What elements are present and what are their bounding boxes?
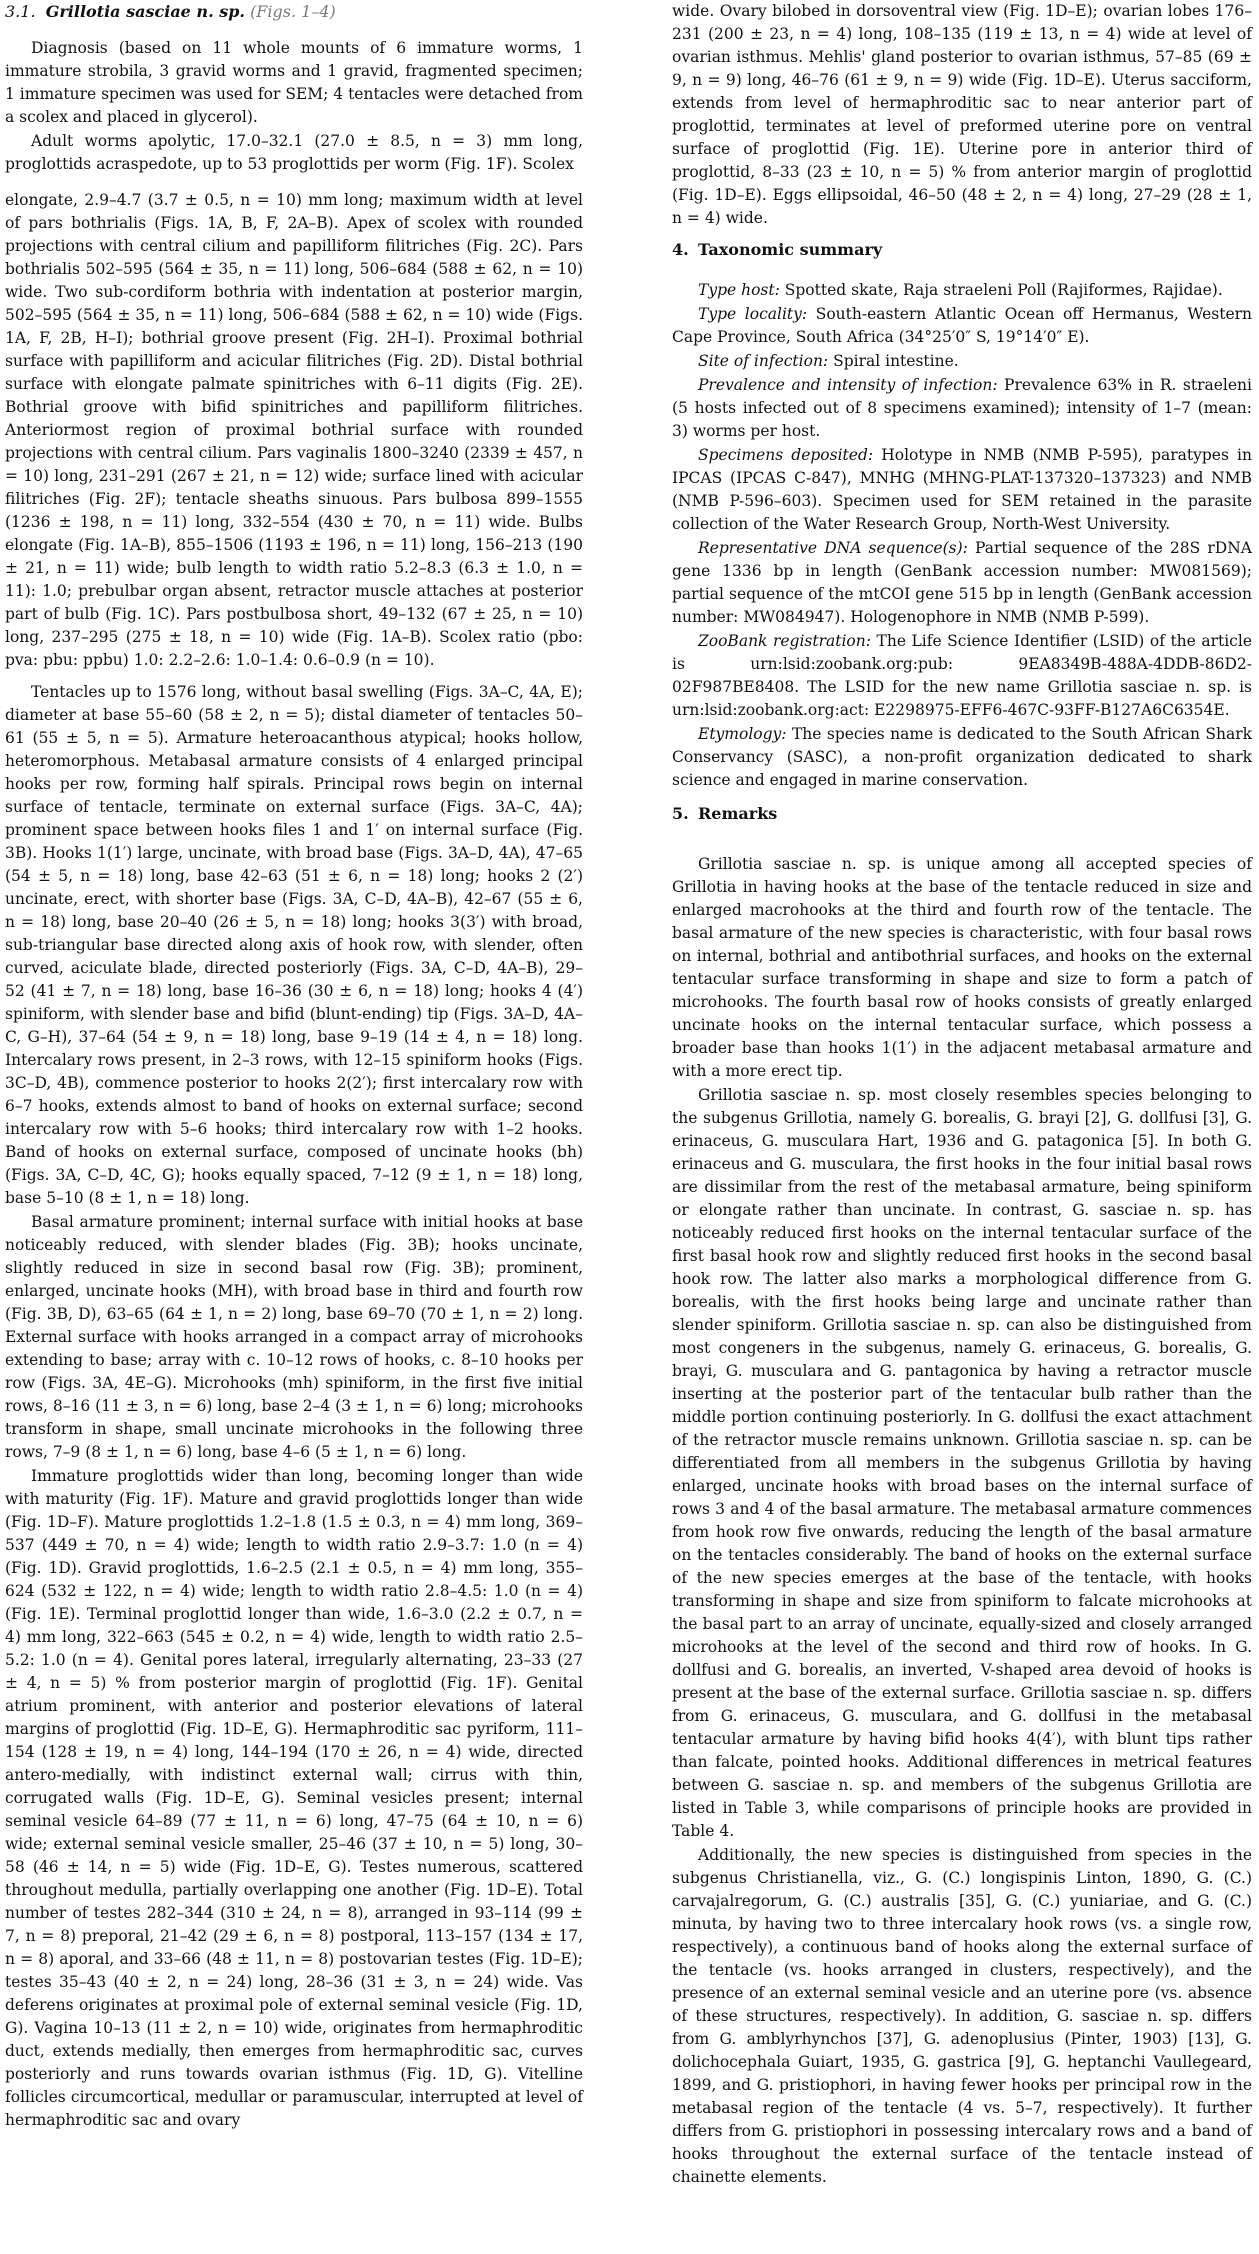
section-title: Taxonomic summary bbox=[698, 240, 883, 259]
field-value: Spiral intestine. bbox=[828, 352, 959, 370]
proglottids-paragraph: Immature proglottids wider than long, becoming longer than wide with maturity (Fig. 1F). Mature and gravid proglottids longer than wide (Fig. 1D–F). Mature proglottids 1.2–1.8 (1.5 ± 0.3, n = 4) mm long, 369–537 (449 ± 70, n = 4) wide; length to width ratio 2.9–3.7: 1.0 (n = 4) (Fig. 1D). Gravid proglottids, 1.6–2.5 (2.1 ± 0.5, n = 4) mm long, 355–624 (532 ± 122, n = 4) wide; length to width ratio 2.8–4.5: 1.0 (n = 4) (Fig. 1E). Terminal proglottid longer than wide, 1.6–3.0 (2.2 ± 0.7, n = 4) mm long, 322–663 (545 ± 0.2, n = 4) wide, length to width ratio 2.5–5.2: 1.0 (n = 4). Genital pores lateral, irregularly alternating, 23–33 (27 ± 4, n = 5) % from posterior margin of proglottid (Fig. 1F). Genital atrium prominent, with anterior and posterior elevations of lateral margins of proglottid (Fig. 1D–E, G). Hermaphroditic sac pyriform, 111–154 (128 ± 19, n = 4) long, 144–194 (170 ± 26, n = 4) wide, directed antero-medially, with indistinct external wall; cirrus with thin, corrugated walls (Fig. 1D–E, G). Seminal vesicles present; internal seminal vesicle 64–89 (77 ± 11, n = 6) long, 47–75 (64 ± 10, n = 6) wide; external seminal vesicle smaller, 25–46 (37 ± 10, n = 5) long, 30–58 (46 ± 14, n = 5) wide (Fig. 1D–E, G). Testes numerous, scattered throughout medulla, partially overlapping one another (Fig. 1D–E). Total number of testes 282–344 (310 ± 24, n = 8), arranged in 93–114 (99 ± 7, n = 8) preporal, 21–42 (29 ± 6, n = 8) postporal, 113–157 (134 ± 17, n = 8) aporal, and 33–66 (48 ± 11, n = 8) postovarian testes (Fig. 1D–E); testes 35–43 (40 ± 2, n = 24) long, 28–36 (31 ± 3, n = 24) wide. Vas deferens originates at proximal pole of external seminal vesicle (Fig. 1D, G). Vagina 10–13 (11 ± 2, n = 10) wide, originates from hermaphroditic duct, extends medially, then emerges from hermaphroditic sac, curves posteriorly and runs towards ovarian isthmus (Fig. 1D, G). Vitelline follicles circumcortical, medullar or paramuscular, interrupted at level of hermaphroditic sac and ovary bbox=[5, 1467, 583, 2129]
field-label: Etymology: bbox=[698, 725, 787, 743]
dna-sequences bbox=[672, 537, 1252, 629]
field-label: Prevalence and intensity of infection: bbox=[698, 376, 998, 394]
field-label: Type locality: bbox=[698, 305, 808, 323]
basal-armature-paragraph: Basal armature prominent; internal surface with initial hooks at base noticeably reduced, with slender blades (Fig. 3B); hooks uncinate, slightly reduced in size in second basal row (Fig. 3B); prominent, enlarged, uncinate hooks (MH), with broad base in third and fourth row (Fig. 3B, D), 63–65 (64 ± 1, n = 2) long, base 69–70 (70 ± 1, n = 2) long. External surface with hooks arranged in a compact array of microhooks extending to base; array with c. 10–12 rows of hooks, c. 8–10 hooks per row (Figs. 3A, 4E–G). Microhooks (mh) spiniform, in the first five initial rows, 8–16 (11 ± 3, n = 6) long, base 2–4 (3 ± 1, n = 6) long; microhooks transform in shape, small uncinate microhooks in the following three rows, 7–9 (8 ± 1, n = 6) long, base 4–6 (5 ± 1, n = 6) long. bbox=[5, 1213, 583, 1461]
field-label: Site of infection: bbox=[698, 352, 829, 370]
field-value: Spotted skate, Raja straeleni Poll (Rajiformes, Rajidae). bbox=[779, 281, 1223, 299]
field-label: ZooBank registration: bbox=[698, 632, 871, 650]
field-label: Representative DNA sequence(s): bbox=[698, 539, 968, 557]
section-heading-remarks bbox=[672, 802, 1252, 825]
etymology bbox=[672, 723, 1252, 792]
site-of-infection bbox=[672, 350, 1252, 373]
adult-worms-paragraph: Adult worms apolytic, 17.0–32.1 (27.0 ± 8.5, n = 3) mm long, proglottids acraspedote, up to 53 proglottids per worm (Fig. 1F). Scolex bbox=[5, 132, 583, 173]
section-heading-taxonomic-summary bbox=[672, 238, 1252, 261]
field-value: South-eastern Atlantic Ocean off Hermanus, Western Cape Province, South Africa (34°25′0″ S, 19°14′0″ E). bbox=[672, 305, 1253, 346]
section-number: 4. bbox=[672, 240, 689, 259]
remarks-paragraph-1: Grillotia sasciae n. sp. is unique among all accepted species of Grillotia in having hooks at the base of the tentacle reduced in size and enlarged macrohooks at the third and fourth row of the tentacle. The basal armature of the new species is characteristic, with four basal rows on internal, bothrial and antibothrial surfaces, and hooks on the external tentacular surface transforming in shape and size to form a patch of microhooks. The fourth basal row of hooks consists of greatly enlarged uncinate hooks on the internal tentacular surface, which possess a broader base than hooks 1(1′) in the adjacent metabasal armature and with a more erect tip. bbox=[672, 855, 1252, 1080]
right-column bbox=[672, 0, 1252, 2190]
type-host bbox=[672, 279, 1252, 302]
field-label: Type host: bbox=[698, 281, 780, 299]
subsection-number: 3.1. bbox=[5, 2, 36, 21]
scolex-paragraph: elongate, 2.9–4.7 (3.7 ± 0.5, n = 10) mm long; maximum width at level of pars bothrialis (Figs. 1A, B, F, 2A–B). Apex of scolex with rounded projections with central cilium and papilliform filitriches (Fig. 2C). Pars bothrialis 502–595 (564 ± 35, n = 11) long, 506–684 (588 ± 62, n = 10) wide. Two sub-cordiform bothria with indentation at posterior margin, 502–595 (564 ± 35, n = 11) long, 506–684 (588 ± 62, n = 10) wide (Figs. 1A, F, 2B, H–I); bothrial groove present (Fig. 2H–I). Proximal bothrial surface with papilliform and acicular filitriches (Fig. 2D). Distal bothrial surface with elongate palmate spinitriches with 6–11 digits (Fig. 2E). Bothrial groove with bifid spinitriches and papilliform filitriches. Anteriormost region of proximal bothrial surface with rounded projections with central cilium. Pars vaginalis 1800–3240 (2339 ± 457, n = 10) long, 231–291 (267 ± 21, n = 12) wide; surface lined with acicular filitriches (Fig. 2F); tentacle sheaths sinuous. Pars bulbosa 899–1555 (1236 ± 198, n = 11) long, 332–554 (430 ± 70, n = 11) wide. Bulbs elongate (Fig. 1A–B), 855–1506 (1193 ± 196, n = 11) long, 156–213 (190 ± 21, n = 11) wide; bulb length to width ratio 5.2–8.3 (6.3 ± 1.0, n = 11): 1.0; prebulbar organ absent, retractor muscle attaches at posterior part of bulb (Fig. 1C). Pars postbulbosa short, 49–132 (67 ± 25, n = 10) long, 237–295 (275 ± 18, n = 10) wide (Fig. 1A–B). Scolex ratio (pbo: pva: pbu: ppbu) 1.0: 2.2–2.6: 1.0–1.4: 0.6–0.9 (n = 10). bbox=[5, 191, 583, 669]
ovary-paragraph: wide. Ovary bilobed in dorsoventral view (Fig. 1D–E); ovarian lobes 176–231 (200 ± 23, n = 4) long, 108–135 (119 ± 13, n = 4) wide at level of ovarian isthmus. Mehlis' gland posterior to ovarian isthmus, 57–85 (69 ± 9, n = 9) long, 46–76 (61 ± 9, n = 9) wide (Fig. 1D–E). Uterus sacciform, extends from level of hermaphroditic sac to near anterior part of proglottid, terminates at level of preformed uterine pore on ventral surface of proglottid (Fig. 1E). Uterine pore in anterior third of proglottid, 8–33 (23 ± 10, n = 5) % from anterior margin of proglottid (Fig. 1D–E). Eggs ellipsoidal, 46–50 (48 ± 2, n = 4) long, 27–29 (28 ± 1, n = 4) wide. bbox=[672, 2, 1252, 227]
type-locality bbox=[672, 303, 1252, 349]
subsection-title: Grillotia sasciae n. sp. bbox=[45, 2, 245, 21]
section-title: Remarks bbox=[698, 804, 778, 823]
tentacles-paragraph: Tentacles up to 1576 long, without basal swelling (Figs. 3A–C, 4A, E); diameter at base 55–60 (58 ± 2, n = 5); distal diameter of tentacles 50–61 (55 ± 5, n = 5). Armature heteroacanthous atypical; hooks hollow, heteromorphous. Metabasal armature consists of 4 enlarged principal hooks per row, forming half spirals. Principal rows begin on internal surface of tentacle, terminate on external surface (Figs. 3A–C, 4A); prominent space between hooks files 1 and 1′ on internal surface (Fig. 3B). Hooks 1(1′) large, uncinate, with broad base (Figs. 3A–D, 4A), 47–65 (54 ± 5, n = 18) long, base 42–63 (51 ± 6, n = 18) long; hooks 2 (2′) uncinate, erect, with shorter base (Figs. 3A, C–D, 4A–B), 42–67 (55 ± 6, n = 18) long, base 20–40 (26 ± 5, n = 18) long; hooks 3(3′) with broad, sub-triangular base directed along axis of hook row, with slender, often curved, aciculate blade, directed posteriorly (Figs. 3A, C–D, 4A–B), 29–52 (41 ± 7, n = 18) long, base 16–36 (30 ± 6, n = 18) long; hooks 4 (4′) spiniform, with slender base and bifid (blunt-ending) tip (Figs. 3A–D, 4A–C, G–H), 37–64 (54 ± 9, n = 18) long, base 9–19 (14 ± 4, n = 18) long. Intercalary rows present, in 2–3 rows, with 12–15 spiniform hooks (Figs. 3C–D, 4B), commence posterior to hooks 2(2′); first intercalary row with 6–7 hooks, extends almost to band of hooks on external surface; second intercalary row with 5–6 hooks; third intercalary row with 1–2 hooks. Band of hooks on external surface, composed of uncinate hooks (bh) (Figs. 3A, C–D, 4C, G); hooks equally spaced, 7–12 (9 ± 1, n = 18) long, base 5–10 (8 ± 1, n = 18) long. bbox=[5, 683, 583, 1207]
subsection-heading bbox=[5, 0, 583, 23]
diagnosis-paragraph: Diagnosis (based on 11 whole mounts of 6 immature worms, 1 immature strobila, 3 gravid worms and 1 gravid, fragmented specimen; 1 immature specimen was used for SEM; 4 tentacles were detached from a scolex and placed in glycerol). bbox=[5, 39, 583, 126]
left-column bbox=[5, 0, 583, 2133]
specimens-deposited bbox=[672, 444, 1252, 536]
remarks-paragraph-2: Grillotia sasciae n. sp. most closely resembles species belonging to the subgenus Grillotia, namely G. borealis, G. brayi [2], G. dollfusi [3], G. erinaceus, G. musculara Hart, 1936 and G. patagonica [5]. In both G. erinaceus and G. musculara, the first hooks in the four initial basal rows are dissimilar from the rest of the metabasal armature, being spiniform or elongate rather than uncinate. In contrast, G. sasciae n. sp. has noticeably reduced first hooks on the internal tentacular surface of the first basal hook row and slightly reduced first hooks in the second basal hook row. The latter also marks a morphological difference from G. borealis, with the first hooks being large and uncinate rather than slender spiniform. Grillotia sasciae n. sp. can also be distinguished from most congeners in the subgenus, namely G. erinaceus, G. borealis, G. brayi, G. musculara and G. pantagonica by having a retractor muscle inserting at the posterior part of the tentacular bulb rather than the middle portion continuing posteriorly. In G. dollfusi the exact attachment of the retractor muscle remains unknown. Grillotia sasciae n. sp. can be differentiated from all members in the subgenus Grillotia by having enlarged, uncinate hooks with broad bases on the internal surface of rows 3 and 4 of the basal armature. The metabasal armature commences from hook row five onwards, reducing the length of the basal armature on the tentacles considerably. The band of hooks on the external surface of the new species emerges at the base of the tentacle, with hooks transforming in shape and size from spiniform to falcate microhooks at the basal part to an array of uncinate, equally-sized and closely arranged microhooks at the level of the second and third row of hooks. In G. dollfusi and G. borealis, an inverted, V-shaped area devoid of hooks is present at the base of the external surface. Grillotia sasciae n. sp. differs from G. erinaceus, G. musculara, and G. dollfusi in the metabasal tentacular armature by having bifid hooks 4(4′), with blunt tips rather than falcate, pointed hooks. Additional differences in metrical features between G. sasciae n. sp. and members of the subgenus Grillotia are listed in Table 3, while comparisons of principle hooks are provided in Table 4. bbox=[672, 1086, 1252, 1840]
field-value: Partial sequence of the 28S rDNA gene 1336 bp in length (GenBank accession number: MW081569); partial sequence of the mtCOI gene 515 bp in length (GenBank accession number: MW084947). Hologenophore in NMB (NMB P-599). bbox=[672, 539, 1252, 626]
field-value: Prevalence 63% in R. straeleni (5 hosts infected out of 8 specimens examined); intensity of 1–7 (mean: 3) worms per host. bbox=[672, 376, 1252, 440]
field-value: Holotype in NMB (NMB P-595), paratypes in IPCAS (IPCAS C-847), MNHG (MHNG-PLAT-137320–137323) and NMB (NMB P-596–603). Specimen used for SEM retained in the parasite collection of the Water Research Group, North-West University. bbox=[672, 446, 1252, 533]
field-label: Specimens deposited: bbox=[698, 446, 874, 464]
section-number: 5. bbox=[672, 804, 689, 823]
field-value: The Life Science Identifier (LSID) of the article is urn:lsid:zoobank.org:pub: 9EA8349B-488A-4DDB-86D2-02F987BE8408. The LSID for the new name Grillotia sasciae n. sp. is urn:lsid:zoobank.org:act: E2298975-EFF6-467C-93FF-B127A6C6354E. bbox=[672, 632, 1252, 719]
prevalence-intensity bbox=[672, 374, 1252, 443]
field-value: The species name is dedicated to the South African Shark Conservancy (SASC), a non-profit organization dedicated to shark science and engaged in marine conservation. bbox=[672, 725, 1252, 789]
remarks-paragraph-3: Additionally, the new species is distinguished from species in the subgenus Christianella, viz., G. (C.) longispinis Linton, 1890, G. (C.) carvajalregorum, G. (C.) australis [35], G. (C.) yuniariae, and G. (C.) minuta, by having two to three intercalary hook rows (vs. a single row, respectively), a continuous band of hooks along the external surface of the tentacle (vs. hooks arranged in clusters, respectively), and the presence of an external seminal vesicle and an uterine pore (vs. absence of these structures, respectively). In addition, G. sasciae n. sp. differs from G. amblyrhynchos [37], G. adenoplusius (Pinter, 1903) [13], G. dolichocephala Guiart, 1935, G. gastrica [9], G. heptanchi Vaullegeard, 1899, and G. pristiophori, in having fewer hooks per principal row in the metabasal region of the tentacle (4 vs. 5–7, respectively). It further differs from G. pristiophori in possessing intercalary rows and a band of hooks throughout the external surface of the tentacle instead of chainette elements. bbox=[672, 1846, 1252, 2186]
subsection-figure-ref[interactable]: (Figs. 1–4) bbox=[250, 2, 336, 21]
zoobank-registration bbox=[672, 630, 1252, 722]
